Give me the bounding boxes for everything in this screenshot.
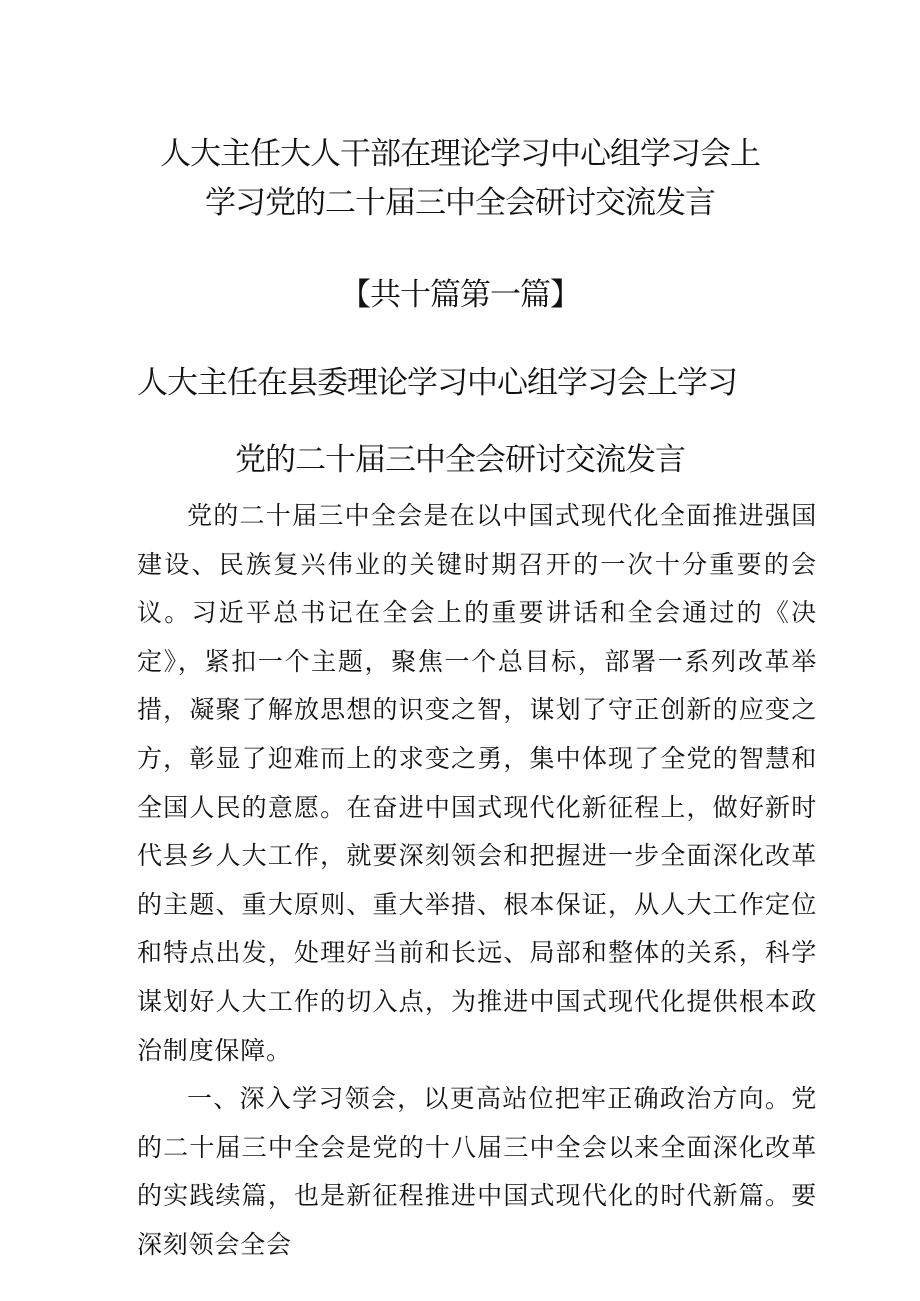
- document-title-line-2: 学习党的二十届三中全会研讨交流发言: [205, 185, 715, 221]
- document-body: [137, 492, 817, 1270]
- body-paragraph-2: 一、深入学习领会，以更高站位把牢正确政治方向。党的二十届三中全会是党的十八届三中全会以来全面深化改革的实践续篇，也是新征程推进中国式现代化的时代新篇。要深刻领会全会: [137, 1084, 817, 1259]
- document-title-series-note: 【共十篇第一篇】: [340, 277, 580, 313]
- document-title-line-1: 人大主任大人干部在理论学习中心组学习会上: [160, 136, 760, 172]
- section-title-line-2: 党的二十届三中全会研讨交流发言: [235, 442, 685, 478]
- section-title-line-1: 人大主任在县委理论学习中心组学习会上学习: [137, 365, 737, 401]
- body-paragraph-1: 党的二十届三中全会是在以中国式现代化全面推进强国建设、民族复兴伟业的关键时期召开的一次十分重要的会议。习近平总书记在全会上的重要讲话和全会通过的《决定》，紧扣一个主题，聚焦一个总目标，部署一系列改革举措，凝聚了解放思想的识变之智，谋划了守正创新的应变之方，彰显了迎难而上的求变之勇，集中体现了全党的智慧和全国人民的意愿。在奋进中国式现代化新征程上，做好新时代县乡人大工作，就要深刻领会和把握进一步全面深化改革的主题、重大原则、重大举措、根本保证，从人大工作定位和特点出发，处理好当前和长远、局部和整体的关系，科学谋划好人大工作的切入点，为推进中国式现代化提供根本政治制度保障。: [137, 501, 817, 1065]
